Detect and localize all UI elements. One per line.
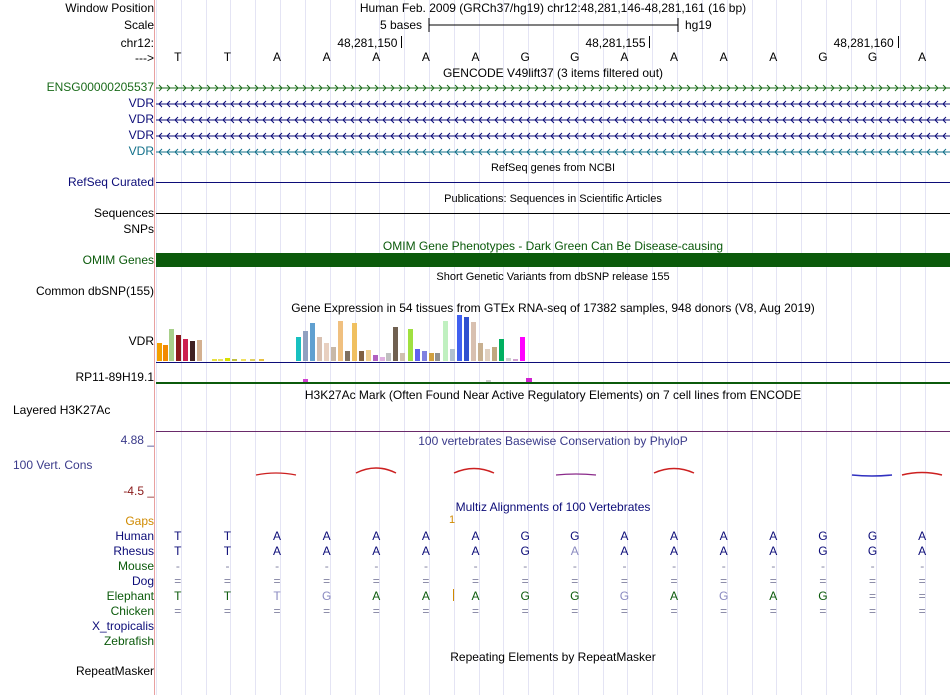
- alignment-base-rhesus: G: [818, 544, 828, 558]
- sequences-line[interactable]: [156, 213, 950, 214]
- alignment-base-rhesus: T: [174, 544, 182, 558]
- alignment-base-elephant: =: [869, 589, 877, 603]
- alignment-base-elephant: A: [421, 589, 430, 603]
- label-zebrafish[interactable]: Zebrafish: [103, 634, 154, 648]
- alignment-base-chicken: =: [273, 604, 281, 618]
- alignment-base-elephant: A: [670, 589, 679, 603]
- gtex-bar[interactable]: [380, 357, 385, 361]
- scale-text: 5 bases: [380, 18, 423, 32]
- gtex-bar[interactable]: [499, 339, 504, 361]
- gtex-bar[interactable]: [520, 337, 525, 361]
- alignment-base-chicken: =: [521, 604, 529, 618]
- sequence-base: G: [818, 50, 828, 64]
- alignment-base-mouse: -: [920, 559, 925, 573]
- gtex-bar[interactable]: [352, 323, 357, 361]
- alignment-base-dog: =: [720, 574, 728, 588]
- alignment-base-chicken: =: [323, 604, 331, 618]
- alignment-base-human: A: [471, 529, 480, 543]
- alignment-base-dog: =: [918, 574, 926, 588]
- alignment-base-mouse: -: [721, 559, 726, 573]
- alignment-base-chicken: =: [670, 604, 678, 618]
- label-gtex-vdr[interactable]: VDR: [128, 334, 154, 348]
- gene-strand-5[interactable]: [156, 148, 950, 156]
- gtex-bar[interactable]: [183, 339, 188, 361]
- alignment-base-dog: =: [521, 574, 529, 588]
- sequence-base: A: [322, 50, 331, 64]
- gtex-bar[interactable]: [250, 359, 255, 361]
- label-refseq-curated[interactable]: RefSeq Curated: [67, 175, 154, 189]
- label-phylop-min[interactable]: -4.5 _: [123, 484, 154, 498]
- alignment-base-elephant: T: [273, 589, 281, 603]
- track-area[interactable]: [156, 0, 950, 695]
- gtex-bar[interactable]: [303, 331, 308, 361]
- label-window-position[interactable]: Window Position: [65, 1, 154, 15]
- rp11-line[interactable]: [156, 382, 950, 384]
- track-labels: [0, 0, 154, 695]
- gtex-bar[interactable]: [190, 341, 195, 361]
- alignment-base-mouse: -: [473, 559, 478, 573]
- gene-strand-2[interactable]: [156, 100, 950, 108]
- gtex-bar[interactable]: [345, 351, 350, 361]
- sequence-base: T: [223, 50, 232, 64]
- alignment-base-human: G: [520, 529, 530, 543]
- scale-bar: [156, 16, 950, 34]
- ruler-label: 48,281,150: [337, 36, 398, 50]
- sequence-base: A: [372, 50, 381, 64]
- gtex-bar[interactable]: [450, 349, 455, 361]
- label-separator: [154, 0, 155, 695]
- alignment-base-elephant: A: [471, 589, 480, 603]
- alignment-base-dog: =: [819, 574, 827, 588]
- gtex-bar[interactable]: [317, 337, 322, 361]
- omim-gene-bar[interactable]: [156, 253, 950, 267]
- alignment-base-human: T: [174, 529, 182, 543]
- dbsnp-title: Short Genetic Variants from dbSNP release 155: [436, 271, 670, 283]
- alignment-base-dog: =: [670, 574, 678, 588]
- gtex-bar[interactable]: [393, 327, 398, 361]
- alignment-base-human: A: [372, 529, 381, 543]
- gtex-bar[interactable]: [415, 349, 420, 361]
- sequence-base: G: [867, 50, 878, 64]
- gtex-bar[interactable]: [359, 351, 364, 361]
- label-omim-genes[interactable]: OMIM Genes: [82, 253, 154, 267]
- alignment-base-chicken: =: [422, 604, 430, 618]
- gtex-bar[interactable]: [457, 315, 462, 361]
- ruler-label: 48,281,155: [585, 36, 646, 50]
- alignment-base-dog: =: [620, 574, 628, 588]
- gtex-bar[interactable]: [485, 349, 490, 361]
- h3k27ac-line[interactable]: [156, 431, 950, 432]
- alignment-base-chicken: =: [372, 604, 380, 618]
- sequence-base: A: [670, 50, 679, 64]
- gtex-bar[interactable]: [366, 350, 371, 361]
- alignment-base-rhesus: A: [322, 544, 331, 558]
- elephant-insert-mark: [453, 589, 454, 601]
- alignment-base-rhesus: A: [620, 544, 629, 558]
- h3k27ac-title: H3K27Ac Mark (Often Found Near Active Regulatory Elements) on 7 cell lines from ENCODE: [304, 388, 802, 402]
- label-x-tropicalis[interactable]: X_tropicalis: [91, 619, 154, 633]
- gtex-bar[interactable]: [408, 329, 413, 361]
- gtex-bar[interactable]: [443, 321, 448, 361]
- alignment-base-elephant: G: [520, 589, 530, 603]
- omim-title: OMIM Gene Phenotypes - Dark Green Can Be Disease-causing: [382, 239, 724, 253]
- alignment-base-dog: =: [472, 574, 480, 588]
- label-vert-cons[interactable]: 100 Vert. Cons: [13, 458, 93, 472]
- alignment-base-dog: =: [769, 574, 777, 588]
- alignment-base-chicken: =: [918, 604, 926, 618]
- alignment-base-mouse: -: [175, 559, 180, 573]
- alignment-base-chicken: =: [819, 604, 827, 618]
- alignment-base-elephant: =: [918, 589, 926, 603]
- alignment-base-mouse: -: [423, 559, 428, 573]
- alignment-base-elephant: A: [769, 589, 778, 603]
- alignment-base-mouse: -: [771, 559, 776, 573]
- label-scale[interactable]: Scale: [123, 18, 154, 32]
- alignment-base-rhesus: A: [719, 544, 728, 558]
- gtex-bar[interactable]: [176, 335, 181, 361]
- sequence-base: A: [273, 50, 282, 64]
- sequence-base: A: [421, 50, 430, 64]
- gtex-bar[interactable]: [373, 355, 378, 361]
- alignment-base-rhesus: T: [223, 544, 232, 558]
- gtex-bar[interactable]: [429, 353, 434, 361]
- assembly-position: Human Feb. 2009 (GRCh37/hg19) chr12:48,281,146-48,281,161 (16 bp): [359, 1, 747, 15]
- label-common-dbsnp[interactable]: Common dbSNP(155): [35, 284, 154, 298]
- refseq-curated-line[interactable]: [156, 182, 950, 183]
- label-vdr-3[interactable]: VDR: [128, 128, 154, 142]
- repeatmasker-title: Repeating Elements by RepeatMasker: [450, 650, 656, 664]
- gene-strand-1[interactable]: [156, 84, 950, 92]
- gtex-bar[interactable]: [212, 359, 217, 361]
- alignment-base-human: G: [818, 529, 828, 543]
- label-layered-h3k27ac[interactable]: Layered H3K27Ac: [13, 403, 111, 417]
- gtex-vdr-line[interactable]: [156, 362, 950, 363]
- alignment-base-chicken: =: [223, 604, 231, 618]
- gtex-bar[interactable]: [464, 317, 469, 361]
- gene-strand-4[interactable]: [156, 132, 950, 140]
- sequence-base: A: [918, 50, 927, 64]
- alignment-base-mouse: -: [820, 559, 825, 573]
- alignment-base-mouse: -: [324, 559, 329, 573]
- gtex-bar[interactable]: [435, 353, 440, 361]
- gtex-title: Gene Expression in 54 tissues from GTEx RNA-seq of 17382 samples, 948 donors (V8, Aug 2019): [291, 301, 815, 315]
- alignment-base-human: A: [421, 529, 430, 543]
- label-phylop-max[interactable]: 4.88 _: [120, 433, 154, 447]
- label-dog[interactable]: Dog: [131, 574, 154, 588]
- gtex-bar[interactable]: [400, 353, 405, 361]
- sequence-base: T: [174, 50, 182, 64]
- gtex-bar[interactable]: [225, 358, 230, 361]
- alignment-base-mouse: -: [225, 559, 230, 573]
- label-repeatmasker[interactable]: RepeatMasker: [75, 664, 154, 678]
- alignment-base-rhesus: A: [570, 544, 579, 558]
- alignment-base-elephant: G: [719, 589, 729, 603]
- alignment-base-mouse: -: [523, 559, 528, 573]
- alignment-base-elephant: G: [322, 589, 332, 603]
- sequence-base: A: [769, 50, 778, 64]
- alignment-base-human: A: [273, 529, 282, 543]
- scale-db: hg19: [685, 18, 712, 32]
- label-sequences[interactable]: Sequences: [93, 206, 154, 220]
- gene-strand-3[interactable]: [156, 116, 950, 124]
- alignment-base-dog: =: [372, 574, 380, 588]
- gtex-bar[interactable]: [163, 345, 168, 361]
- alignment-base-chicken: =: [571, 604, 579, 618]
- alignment-base-elephant: G: [619, 589, 630, 603]
- alignment-base-human: T: [223, 529, 232, 543]
- alignment-base-rhesus: A: [471, 544, 480, 558]
- alignment-base-human: A: [918, 529, 927, 543]
- alignment-base-dog: =: [571, 574, 579, 588]
- alignment-base-human: G: [570, 529, 580, 543]
- label-vdr-4[interactable]: VDR: [128, 144, 154, 158]
- label-chicken[interactable]: Chicken: [110, 604, 154, 618]
- alignment-base-mouse: -: [622, 559, 627, 573]
- alignment-base-dog: =: [174, 574, 182, 588]
- alignment-base-chicken: =: [720, 604, 728, 618]
- gtex-bar[interactable]: [471, 322, 476, 361]
- alignment-base-rhesus: G: [867, 544, 878, 558]
- phylop-title: 100 vertebrates Basewise Conservation by PhyloP: [418, 434, 688, 448]
- sequence-base: A: [620, 50, 629, 64]
- alignment-base-elephant: G: [570, 589, 580, 603]
- label-arrow[interactable]: --->: [135, 51, 154, 65]
- alignment-base-chicken: =: [620, 604, 628, 618]
- alignment-base-human: G: [867, 529, 878, 543]
- label-vdr-1[interactable]: VDR: [128, 96, 154, 110]
- sequence-base: G: [570, 50, 580, 64]
- refseq-title: RefSeq genes from NCBI: [490, 162, 616, 174]
- alignment-base-dog: =: [273, 574, 281, 588]
- alignment-base-rhesus: A: [421, 544, 430, 558]
- label-rhesus[interactable]: Rhesus: [113, 544, 154, 558]
- alignment-base-rhesus: A: [372, 544, 381, 558]
- alignment-base-dog: =: [323, 574, 331, 588]
- sequence-base: G: [520, 50, 530, 64]
- gtex-bar[interactable]: [506, 358, 511, 361]
- gtex-bar[interactable]: [169, 329, 174, 361]
- gtex-bar[interactable]: [492, 347, 497, 361]
- alignment-base-human: A: [670, 529, 679, 543]
- alignment-base-chicken: =: [174, 604, 182, 618]
- sequence-base: A: [719, 50, 728, 64]
- phylop-plot[interactable]: [156, 460, 950, 484]
- gtex-bar[interactable]: [478, 343, 483, 361]
- gtex-bar[interactable]: [197, 340, 202, 361]
- gtex-bar[interactable]: [259, 359, 264, 361]
- gtex-bar[interactable]: [331, 347, 336, 361]
- ruler-tick: [649, 36, 650, 48]
- gtex-bar[interactable]: [232, 359, 237, 361]
- alignment-base-chicken: =: [869, 604, 877, 618]
- label-human[interactable]: Human: [115, 529, 154, 543]
- alignment-base-mouse: -: [374, 559, 379, 573]
- gtex-bar[interactable]: [157, 343, 162, 361]
- ruler-tick: [898, 36, 899, 48]
- gtex-bar[interactable]: [310, 323, 315, 361]
- alignment-base-elephant: T: [223, 589, 232, 603]
- label-vdr-2[interactable]: VDR: [128, 112, 154, 126]
- alignment-base-rhesus: A: [918, 544, 927, 558]
- label-elephant[interactable]: Elephant: [106, 589, 154, 603]
- alignment-base-elephant: A: [372, 589, 381, 603]
- alignment-base-rhesus: A: [769, 544, 778, 558]
- alignment-base-mouse: -: [572, 559, 577, 573]
- multiz-title: Multiz Alignments of 100 Vertebrates: [455, 500, 651, 514]
- alignment-base-mouse: -: [672, 559, 677, 573]
- ruler-tick: [401, 36, 402, 48]
- alignment-base-mouse: -: [870, 559, 875, 573]
- alignment-base-human: A: [322, 529, 331, 543]
- alignment-base-mouse: -: [275, 559, 280, 573]
- label-mouse[interactable]: Mouse: [117, 559, 154, 573]
- publications-title: Publications: Sequences in Scientific Articles: [444, 193, 662, 205]
- label-chrom[interactable]: chr12:: [120, 36, 154, 50]
- gtex-bar[interactable]: [422, 351, 427, 361]
- gtex-bar[interactable]: [324, 343, 329, 361]
- alignment-base-dog: =: [869, 574, 877, 588]
- alignment-base-rhesus: G: [520, 544, 530, 558]
- alignment-base-dog: =: [223, 574, 231, 588]
- gtex-bar[interactable]: [513, 359, 518, 361]
- alignment-base-elephant: T: [174, 589, 182, 603]
- label-ensg[interactable]: ENSG00000205537: [46, 80, 154, 94]
- alignment-base-chicken: =: [769, 604, 777, 618]
- alignment-base-rhesus: A: [670, 544, 679, 558]
- gaps-marker: 1: [449, 514, 456, 526]
- gtex-bar[interactable]: [241, 359, 246, 361]
- gtex-bar[interactable]: [386, 353, 391, 361]
- gtex-bar[interactable]: [338, 321, 343, 361]
- alignment-base-human: A: [769, 529, 778, 543]
- alignment-base-human: A: [719, 529, 728, 543]
- alignment-base-rhesus: A: [273, 544, 282, 558]
- ruler-label: 48,281,160: [833, 36, 894, 50]
- gencode-title: GENCODE V49lift37 (3 items filtered out): [442, 66, 664, 80]
- label-gaps[interactable]: Gaps: [125, 514, 154, 528]
- label-rp11[interactable]: RP11-89H19.1: [75, 370, 154, 384]
- alignment-base-human: A: [620, 529, 629, 543]
- label-snps[interactable]: SNPs: [123, 222, 154, 236]
- alignment-base-elephant: G: [818, 589, 828, 603]
- sequence-base: A: [471, 50, 480, 64]
- alignment-base-dog: =: [422, 574, 430, 588]
- gtex-bar[interactable]: [296, 337, 301, 361]
- gtex-bar[interactable]: [218, 359, 223, 361]
- alignment-base-chicken: =: [472, 604, 480, 618]
